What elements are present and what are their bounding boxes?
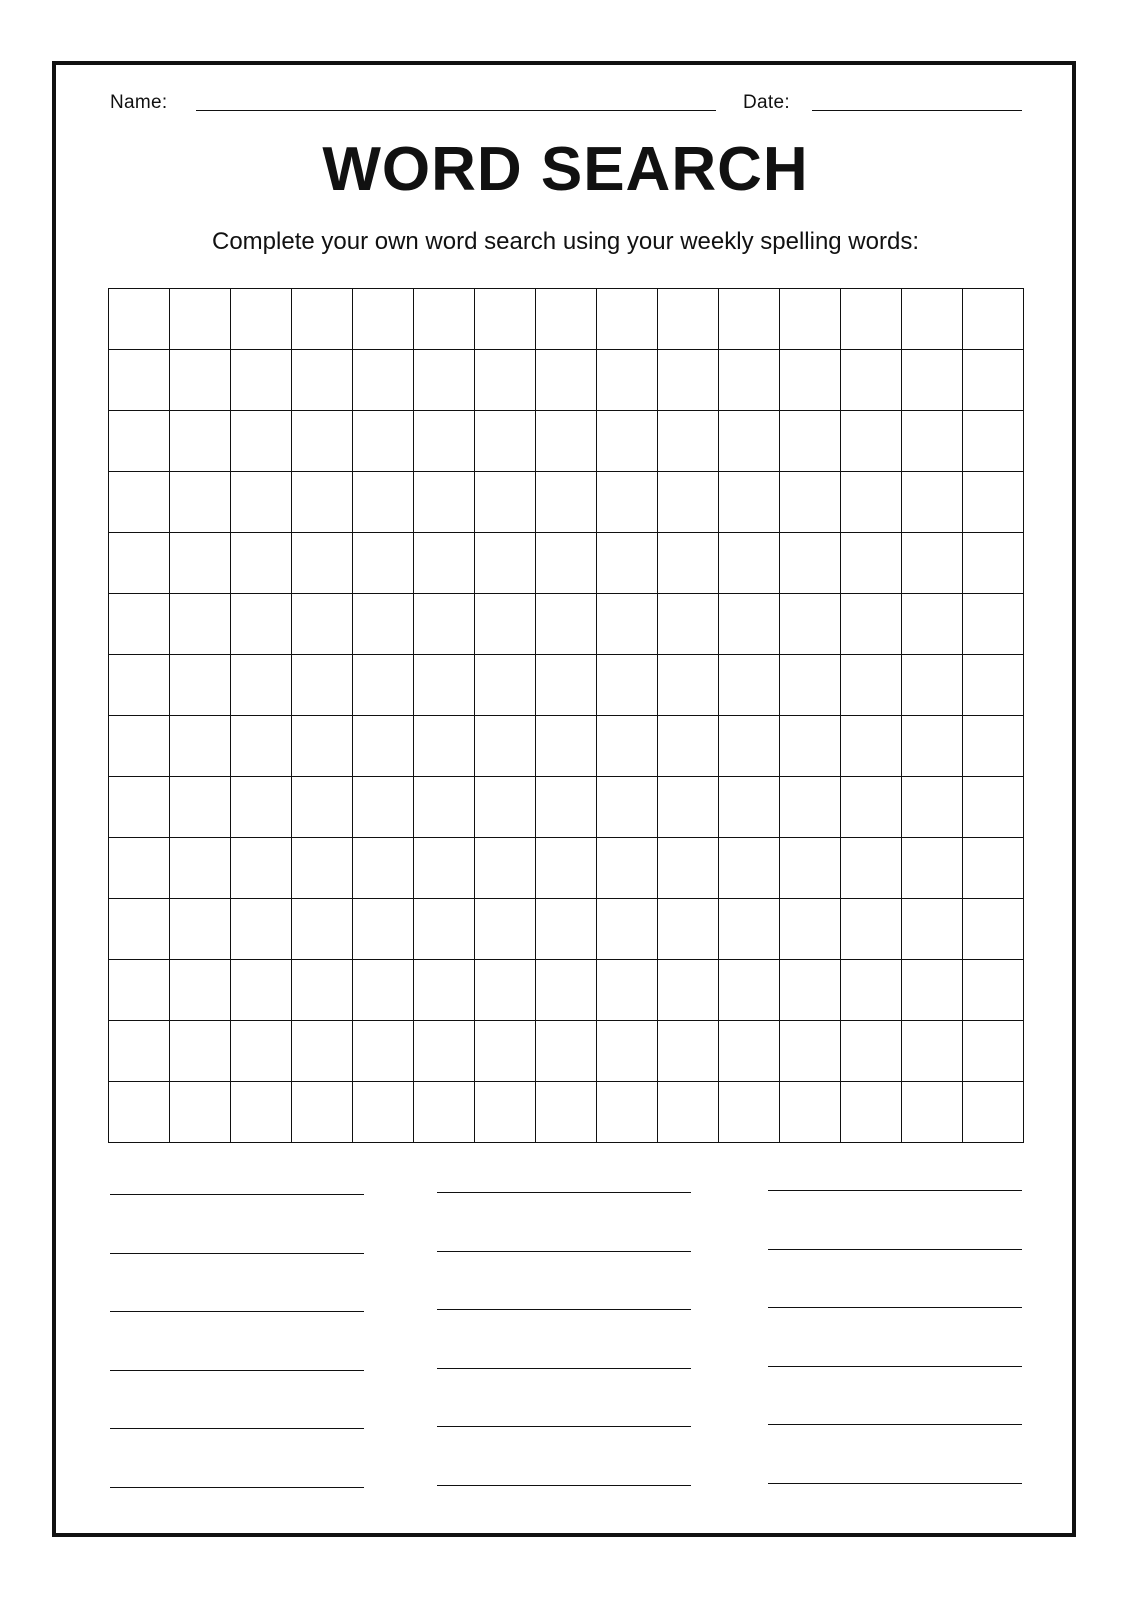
grid-cell[interactable]: [475, 960, 536, 1021]
grid-cell[interactable]: [841, 350, 902, 411]
grid-cell[interactable]: [780, 716, 841, 777]
grid-cell[interactable]: [963, 716, 1024, 777]
grid-cell[interactable]: [902, 838, 963, 899]
grid-cell[interactable]: [353, 716, 414, 777]
word-entry-line[interactable]: [437, 1485, 691, 1486]
grid-cell[interactable]: [231, 777, 292, 838]
grid-cell[interactable]: [170, 655, 231, 716]
word-entry-line[interactable]: [768, 1483, 1022, 1484]
grid-cell[interactable]: [109, 533, 170, 594]
grid-cell[interactable]: [292, 533, 353, 594]
word-entry-line[interactable]: [437, 1426, 691, 1427]
grid-cell[interactable]: [475, 533, 536, 594]
grid-cell[interactable]: [780, 533, 841, 594]
grid-cell[interactable]: [170, 1021, 231, 1082]
grid-cell[interactable]: [170, 350, 231, 411]
page-title: WORD SEARCH: [322, 135, 809, 204]
grid-cell[interactable]: [963, 533, 1024, 594]
grid-cell[interactable]: [902, 716, 963, 777]
grid-cell[interactable]: [475, 655, 536, 716]
grid-cell[interactable]: [231, 472, 292, 533]
word-entry-line[interactable]: [110, 1253, 364, 1254]
grid-cell[interactable]: [658, 899, 719, 960]
grid-cell[interactable]: [536, 899, 597, 960]
grid-cell[interactable]: [109, 350, 170, 411]
grid-cell[interactable]: [475, 716, 536, 777]
grid-cell[interactable]: [536, 350, 597, 411]
grid-cell[interactable]: [414, 777, 475, 838]
grid-cell[interactable]: [292, 716, 353, 777]
grid-cell[interactable]: [353, 594, 414, 655]
grid-cell[interactable]: [353, 411, 414, 472]
grid-cell[interactable]: [353, 899, 414, 960]
grid-cell[interactable]: [719, 411, 780, 472]
grid-cell[interactable]: [597, 472, 658, 533]
grid-cell[interactable]: [414, 350, 475, 411]
grid-cell[interactable]: [963, 960, 1024, 1021]
grid-cell[interactable]: [414, 472, 475, 533]
grid-cell[interactable]: [597, 289, 658, 350]
grid-cell[interactable]: [902, 472, 963, 533]
grid-cell[interactable]: [780, 411, 841, 472]
grid-cell[interactable]: [292, 350, 353, 411]
grid-cell[interactable]: [780, 960, 841, 1021]
grid-cell[interactable]: [231, 533, 292, 594]
grid-cell[interactable]: [353, 1082, 414, 1143]
grid-cell[interactable]: [841, 655, 902, 716]
grid-cell[interactable]: [597, 350, 658, 411]
grid-cell[interactable]: [719, 350, 780, 411]
grid-cell[interactable]: [475, 350, 536, 411]
grid-cell[interactable]: [719, 838, 780, 899]
grid-cell[interactable]: [414, 838, 475, 899]
grid-cell[interactable]: [170, 533, 231, 594]
grid-cell[interactable]: [536, 533, 597, 594]
grid-cell[interactable]: [902, 960, 963, 1021]
grid-cell[interactable]: [292, 1082, 353, 1143]
word-entry-line[interactable]: [110, 1487, 364, 1488]
date-label: Date:: [743, 92, 790, 113]
grid-cell[interactable]: [658, 716, 719, 777]
grid-cell[interactable]: [536, 594, 597, 655]
grid-cell[interactable]: [536, 655, 597, 716]
grid-cell[interactable]: [841, 1021, 902, 1082]
grid-cell[interactable]: [597, 533, 658, 594]
grid-cell[interactable]: [719, 1082, 780, 1143]
grid-cell[interactable]: [170, 777, 231, 838]
word-entry-line[interactable]: [768, 1424, 1022, 1425]
grid-cell[interactable]: [292, 960, 353, 1021]
date-field[interactable]: [812, 110, 1022, 111]
grid-cell[interactable]: [231, 960, 292, 1021]
grid-cell[interactable]: [780, 1082, 841, 1143]
grid-cell[interactable]: [231, 350, 292, 411]
grid-cell[interactable]: [902, 777, 963, 838]
grid-cell[interactable]: [658, 533, 719, 594]
grid-cell[interactable]: [963, 1021, 1024, 1082]
grid-cell[interactable]: [658, 1021, 719, 1082]
grid-cell[interactable]: [109, 594, 170, 655]
grid-cell[interactable]: [963, 350, 1024, 411]
grid-cell[interactable]: [231, 289, 292, 350]
grid-cell[interactable]: [475, 777, 536, 838]
grid-cell[interactable]: [292, 289, 353, 350]
grid-cell[interactable]: [414, 899, 475, 960]
word-entry-line[interactable]: [768, 1366, 1022, 1367]
grid-cell[interactable]: [841, 1082, 902, 1143]
grid-cell[interactable]: [963, 594, 1024, 655]
grid-cell[interactable]: [292, 899, 353, 960]
word-entry-line[interactable]: [110, 1311, 364, 1312]
grid-cell[interactable]: [414, 289, 475, 350]
grid-cell[interactable]: [780, 777, 841, 838]
grid-cell[interactable]: [658, 655, 719, 716]
grid-cell[interactable]: [109, 411, 170, 472]
grid-cell[interactable]: [780, 289, 841, 350]
grid-cell[interactable]: [597, 960, 658, 1021]
grid-cell[interactable]: [963, 1082, 1024, 1143]
grid-cell[interactable]: [536, 716, 597, 777]
grid-cell[interactable]: [780, 655, 841, 716]
grid-cell[interactable]: [414, 960, 475, 1021]
grid-cell[interactable]: [231, 1021, 292, 1082]
grid-cell[interactable]: [597, 1082, 658, 1143]
grid-cell[interactable]: [719, 716, 780, 777]
word-entry-line[interactable]: [768, 1190, 1022, 1191]
grid-cell[interactable]: [719, 289, 780, 350]
grid-cell[interactable]: [841, 594, 902, 655]
grid-cell[interactable]: [170, 594, 231, 655]
word-entry-line[interactable]: [110, 1194, 364, 1195]
grid-cell[interactable]: [292, 594, 353, 655]
grid-cell[interactable]: [231, 716, 292, 777]
grid-cell[interactable]: [414, 594, 475, 655]
grid-cell[interactable]: [109, 777, 170, 838]
grid-cell[interactable]: [597, 777, 658, 838]
grid-cell[interactable]: [658, 411, 719, 472]
grid-cell[interactable]: [475, 1082, 536, 1143]
grid-cell[interactable]: [353, 655, 414, 716]
grid-cell[interactable]: [719, 655, 780, 716]
grid-cell[interactable]: [231, 1082, 292, 1143]
grid-cell[interactable]: [841, 716, 902, 777]
grid-cell[interactable]: [353, 1021, 414, 1082]
grid-cell[interactable]: [475, 899, 536, 960]
grid-cell[interactable]: [536, 411, 597, 472]
word-entry-line[interactable]: [437, 1192, 691, 1193]
grid-cell[interactable]: [414, 1082, 475, 1143]
grid-cell[interactable]: [109, 655, 170, 716]
grid-cell[interactable]: [597, 594, 658, 655]
grid-cell[interactable]: [353, 777, 414, 838]
grid-cell[interactable]: [353, 350, 414, 411]
grid-cell[interactable]: [841, 777, 902, 838]
grid-cell[interactable]: [963, 838, 1024, 899]
grid-cell[interactable]: [231, 899, 292, 960]
grid-cell[interactable]: [719, 533, 780, 594]
grid-cell[interactable]: [658, 960, 719, 1021]
grid-cell[interactable]: [841, 289, 902, 350]
word-entry-line[interactable]: [437, 1309, 691, 1310]
grid-cell[interactable]: [963, 411, 1024, 472]
grid-cell[interactable]: [109, 838, 170, 899]
grid-cell[interactable]: [780, 350, 841, 411]
grid-cell[interactable]: [536, 777, 597, 838]
grid-cell[interactable]: [841, 838, 902, 899]
grid-cell[interactable]: [292, 838, 353, 899]
word-entry-line[interactable]: [768, 1307, 1022, 1308]
grid-cell[interactable]: [963, 655, 1024, 716]
grid-cell[interactable]: [292, 777, 353, 838]
grid-cell[interactable]: [597, 899, 658, 960]
grid-cell[interactable]: [536, 1021, 597, 1082]
grid-cell[interactable]: [231, 838, 292, 899]
grid-cell[interactable]: [658, 289, 719, 350]
name-field[interactable]: [196, 110, 716, 111]
grid-cell[interactable]: [719, 1021, 780, 1082]
name-label: Name:: [110, 92, 168, 113]
grid-cell[interactable]: [353, 289, 414, 350]
grid-cell[interactable]: [170, 960, 231, 1021]
grid-cell[interactable]: [658, 472, 719, 533]
grid-cell[interactable]: [902, 1082, 963, 1143]
word-entry-line[interactable]: [110, 1370, 364, 1371]
grid-cell[interactable]: [536, 838, 597, 899]
grid-cell[interactable]: [414, 716, 475, 777]
grid-cell[interactable]: [414, 655, 475, 716]
grid-cell[interactable]: [109, 899, 170, 960]
grid-cell[interactable]: [475, 411, 536, 472]
grid-cell[interactable]: [414, 411, 475, 472]
grid-cell[interactable]: [109, 1021, 170, 1082]
grid-cell[interactable]: [231, 594, 292, 655]
grid-cell[interactable]: [719, 960, 780, 1021]
grid-cell[interactable]: [536, 960, 597, 1021]
grid-cell[interactable]: [841, 899, 902, 960]
grid-cell[interactable]: [170, 472, 231, 533]
grid-cell[interactable]: [536, 289, 597, 350]
grid-cell[interactable]: [841, 411, 902, 472]
grid-cell[interactable]: [597, 411, 658, 472]
grid-cell[interactable]: [780, 838, 841, 899]
grid-cell[interactable]: [963, 777, 1024, 838]
grid-cell[interactable]: [902, 899, 963, 960]
grid-cell[interactable]: [475, 838, 536, 899]
grid-cell[interactable]: [475, 1021, 536, 1082]
grid-cell[interactable]: [170, 1082, 231, 1143]
grid-cell[interactable]: [353, 472, 414, 533]
grid-cell[interactable]: [292, 411, 353, 472]
instructions-text: Complete your own word search using your weekly spelling words:: [212, 228, 919, 255]
grid-cell[interactable]: [597, 716, 658, 777]
grid-cell[interactable]: [841, 472, 902, 533]
grid-cell[interactable]: [170, 899, 231, 960]
word-search-grid: [108, 288, 1024, 1143]
grid-cell[interactable]: [170, 411, 231, 472]
grid-cell[interactable]: [231, 411, 292, 472]
grid-cell[interactable]: [780, 472, 841, 533]
grid-cell[interactable]: [292, 655, 353, 716]
grid-cell[interactable]: [658, 594, 719, 655]
grid-cell[interactable]: [902, 594, 963, 655]
grid-cell[interactable]: [658, 838, 719, 899]
grid-cell[interactable]: [902, 533, 963, 594]
grid-cell[interactable]: [109, 960, 170, 1021]
grid-cell[interactable]: [353, 533, 414, 594]
grid-cell[interactable]: [841, 960, 902, 1021]
grid-cell[interactable]: [780, 1021, 841, 1082]
grid-cell[interactable]: [414, 1021, 475, 1082]
grid-cell[interactable]: [902, 655, 963, 716]
grid-cell[interactable]: [658, 1082, 719, 1143]
grid-cell[interactable]: [353, 838, 414, 899]
grid-cell[interactable]: [963, 472, 1024, 533]
grid-cell[interactable]: [109, 289, 170, 350]
grid-cell[interactable]: [780, 594, 841, 655]
grid-cell[interactable]: [902, 289, 963, 350]
grid-cell[interactable]: [597, 838, 658, 899]
word-entry-line[interactable]: [437, 1251, 691, 1252]
grid-cell[interactable]: [597, 655, 658, 716]
grid-cell[interactable]: [902, 1021, 963, 1082]
grid-cell[interactable]: [719, 472, 780, 533]
grid-cell[interactable]: [353, 960, 414, 1021]
grid-cell[interactable]: [719, 899, 780, 960]
grid-cell[interactable]: [170, 289, 231, 350]
grid-cell[interactable]: [658, 350, 719, 411]
grid-cell[interactable]: [170, 716, 231, 777]
grid-cell[interactable]: [109, 472, 170, 533]
word-entry-line[interactable]: [110, 1428, 364, 1429]
grid-cell[interactable]: [292, 1021, 353, 1082]
grid-cell[interactable]: [109, 716, 170, 777]
grid-cell[interactable]: [475, 289, 536, 350]
word-entry-line[interactable]: [768, 1249, 1022, 1250]
grid-cell[interactable]: [658, 777, 719, 838]
grid-cell[interactable]: [719, 777, 780, 838]
grid-cell[interactable]: [963, 899, 1024, 960]
grid-cell[interactable]: [475, 472, 536, 533]
grid-cell[interactable]: [597, 1021, 658, 1082]
grid-cell[interactable]: [170, 838, 231, 899]
grid-cell[interactable]: [841, 533, 902, 594]
word-entry-line[interactable]: [437, 1368, 691, 1369]
grid-cell[interactable]: [109, 1082, 170, 1143]
grid-cell[interactable]: [780, 899, 841, 960]
grid-cell[interactable]: [902, 350, 963, 411]
grid-cell[interactable]: [536, 1082, 597, 1143]
grid-cell[interactable]: [414, 533, 475, 594]
grid-cell[interactable]: [963, 289, 1024, 350]
grid-cell[interactable]: [475, 594, 536, 655]
grid-cell[interactable]: [536, 472, 597, 533]
grid-cell[interactable]: [902, 411, 963, 472]
grid-cell[interactable]: [719, 594, 780, 655]
grid-cell[interactable]: [231, 655, 292, 716]
grid-cell[interactable]: [292, 472, 353, 533]
